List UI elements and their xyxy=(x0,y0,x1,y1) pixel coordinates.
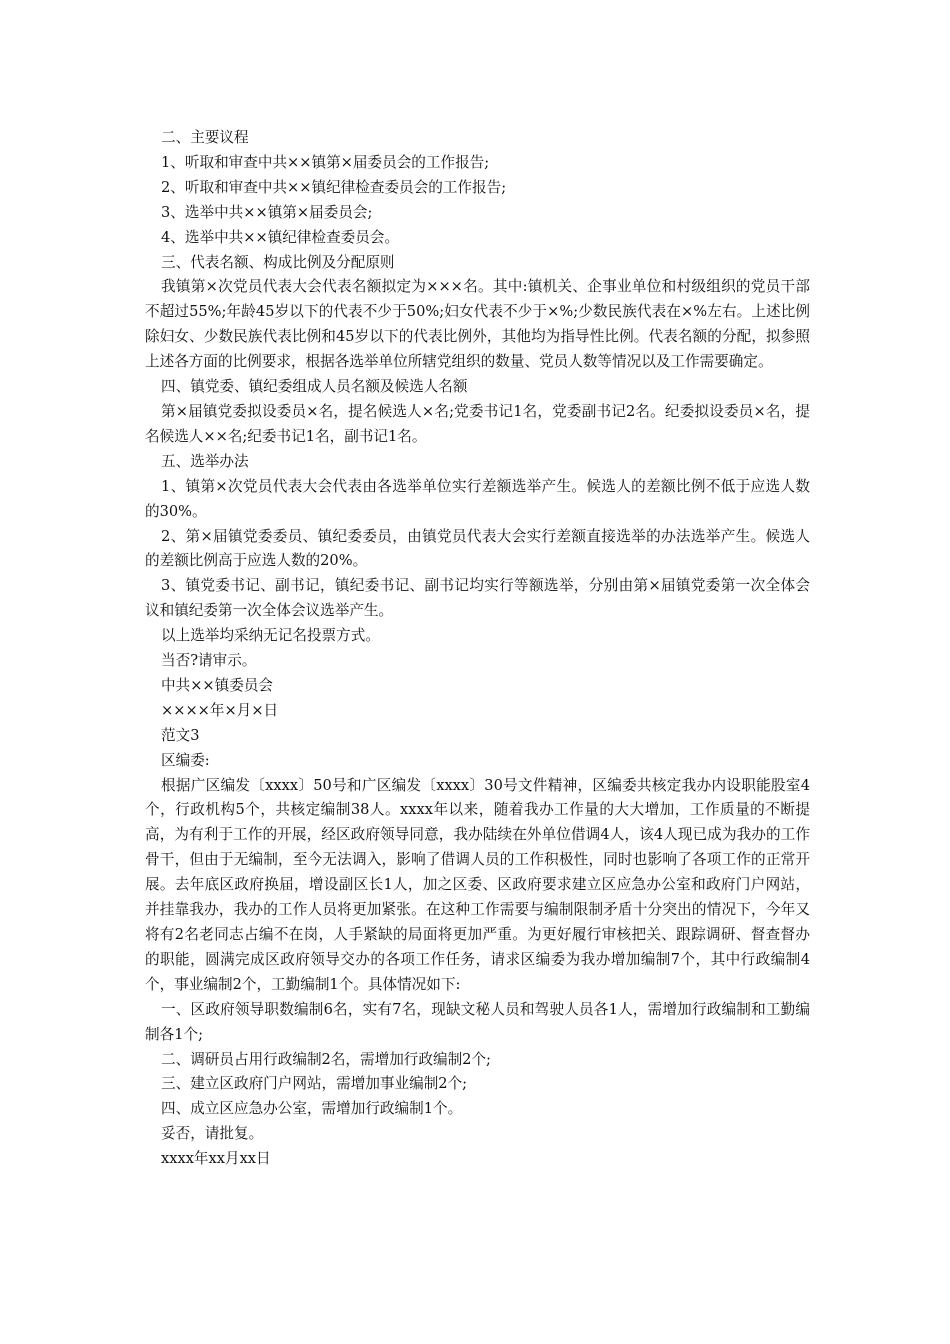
document-body xyxy=(145,126,810,1172)
date-line: ××××年×月×日 xyxy=(161,701,279,719)
agenda-item-3: 3、选举中共××镇第×届委员会; xyxy=(161,203,373,221)
section-heading-agenda: 二、主要议程 xyxy=(161,129,249,146)
agenda-item-2: 2、听取和审查中共××镇纪律检查委员会的工作报告; xyxy=(161,178,507,196)
request-item-2: 二、调研员占用行政编制2名，需增加行政编制2个; xyxy=(161,1050,491,1068)
election-item-3: 3、镇党委书记、副书记，镇纪委书记、副书记均实行等额选举，分别由第×届镇党委第一次全体会议和镇纪委第一次全体会议选举产生。 xyxy=(145,577,810,620)
members-paragraph: 第×届镇党委拟设委员×名，提名候选人×名;党委书记1名，党委副书记2名。纪委拟设委员×名，提名候选人××名;纪委书记1名，副书记1名。 xyxy=(145,402,810,445)
section-heading-election: 五、选举办法 xyxy=(161,452,249,470)
sample-title: 范文3 xyxy=(161,726,200,744)
signatory: 中共××镇委员会 xyxy=(161,676,274,694)
agenda-item-4: 4、选举中共××镇纪律检查委员会。 xyxy=(161,228,400,246)
request-review: 当否?请审示。 xyxy=(161,652,257,670)
addressee: 区编委: xyxy=(161,751,210,769)
staffing-request-paragraph: 根据广区编发〔xxxx〕50号和广区编发〔xxxx〕30号文件精神，区编委共核定我办内设职能股室4个，行政机构5个，共核定编制38人。xxxx年以来，随着我办工作量的大大增加，工作质量的不断提高，为有利于工作的开展，经区政府领导同意，我办陆续在外单位借调4人，该4人现已成为我办的工作骨干，但由于无编制，至今无法调入，影响了借调人员的工作积极性，同时也影响了各项工作的正常开展。去年底区政府换届，增设副区长1人，加之区委、区政府要求建立区应急办公室和政府门户网站，并挂靠我办，我办的工作人员将更加紧张。在这种工作需要与编制限制矛盾十分突出的情况下，今年又将有2名老同志占编不在岗，人手紧缺的局面将更加严重。为更好履行审核把关、跟踪调研、督查督办的职能，圆满完成区政府领导交办的各项工作任务，请求区编委为我办增加编制7个，其中行政编制4个，事业编制2个，工勤编制1个。具体情况如下: xyxy=(145,776,810,993)
section-heading-delegates: 三、代表名额、构成比例及分配原则 xyxy=(161,253,395,271)
request-item-3: 三、建立区政府门户网站，需增加事业编制2个; xyxy=(161,1075,468,1093)
election-item-2: 2、第×届镇党委委员、镇纪委委员，由镇党员代表大会实行差额直接选举的办法选举产生。候选人的差额比例高于应选人数的20%。 xyxy=(145,527,810,570)
delegates-paragraph: 我镇第×次党员代表大会代表名额拟定为×××名。其中:镇机关、企事业单位和村级组织的党员干部不超过55%;年龄45岁以下的代表不少于50%;妇女代表不少于×%;少数民族代表在×%左右。上述比例除妇女、少数民族代表比例和45岁以下的代表比例外，其他均为指导性比例。代表名额的分配，拟参照上述各方面的比例要求，根据各选举单位所辖党组织的数量、党员人数等情况以及工作需要确定。 xyxy=(145,278,810,371)
request-item-1: 一、区政府领导职数编制6名，实有7名，现缺文秘人员和驾驶人员各1人，需增加行政编制和工勤编制各1个; xyxy=(145,1000,810,1043)
request-item-4: 四、成立区应急办公室，需增加行政编制1个。 xyxy=(161,1100,463,1118)
approval-request: 妥否，请批复。 xyxy=(161,1125,264,1143)
agenda-item-1: 1、听取和审查中共××镇第×届委员会的工作报告; xyxy=(161,153,490,171)
voting-method: 以上选举均采纳无记名投票方式。 xyxy=(161,627,380,645)
section-heading-members: 四、镇党委、镇纪委组成人员名额及候选人名额 xyxy=(161,378,468,396)
closing-date: xxxx年xx月xx日 xyxy=(161,1150,271,1168)
election-item-1: 1、镇第×次党员代表大会代表由各选举单位实行差额选举产生。候选人的差额比例不低于应选人数的30%。 xyxy=(145,477,810,520)
